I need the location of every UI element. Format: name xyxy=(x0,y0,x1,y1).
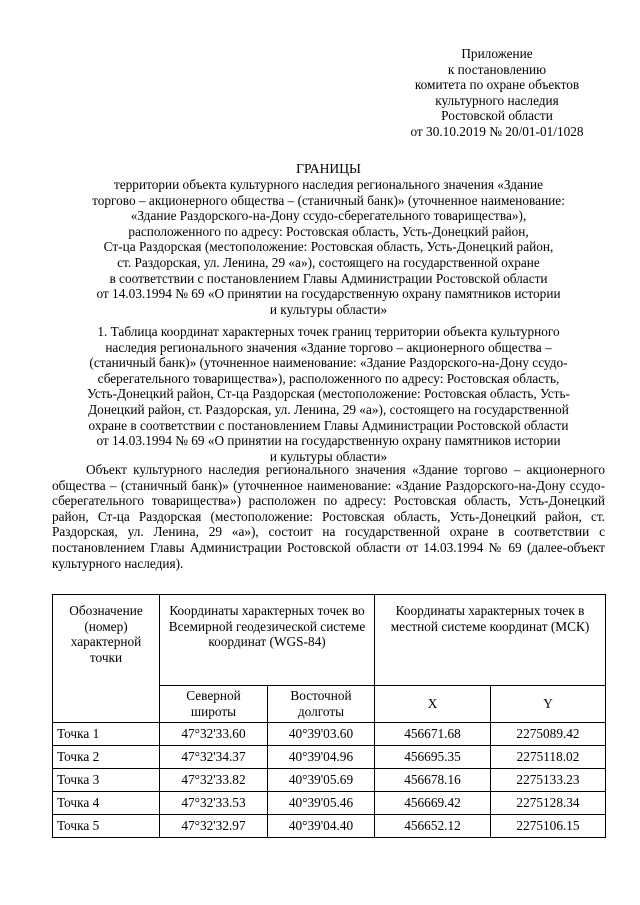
cell-longitude: 40°39'03.60 xyxy=(268,723,375,746)
cell-x: 456669.42 xyxy=(375,792,491,815)
intro-block xyxy=(52,177,605,317)
cell-x: 456671.68 xyxy=(375,723,491,746)
coordinates-table-wrapper xyxy=(52,594,605,838)
cell-longitude: 40°39'04.96 xyxy=(268,746,375,769)
section-line: сберегательного товарищества»), расположенного по адресу: Ростовская область, xyxy=(97,370,560,386)
table-row xyxy=(53,792,606,815)
section-line: Донецкий район, ст. Раздорская, ул. Ленина, 29 «а»), состоящего на государственной xyxy=(88,401,569,417)
section-line: охране в соответствии с постановлением Главы Администрации Ростовской области xyxy=(88,417,569,433)
intro-line: ст. Раздорская, ул. Ленина, 29 «а»), состоящего на государственной охране xyxy=(117,254,540,270)
section-line: 1. Таблица координат характерных точек границ территории объекта культурного xyxy=(97,324,560,339)
cell-x: 456652.12 xyxy=(375,815,491,838)
intro-line: от 14.03.1994 № 69 «О принятии на государственную охрану памятников истории xyxy=(96,286,561,302)
cell-x: 456695.35 xyxy=(375,746,491,769)
header-point: Обозначение (номер) характерной точки xyxy=(53,595,160,723)
section-heading xyxy=(52,324,605,464)
intro-line: торгово – акционерного общества – (станичный банк)» (уточненное наименование: xyxy=(92,192,565,208)
cell-y: 2275118.02 xyxy=(491,746,606,769)
table-header-row xyxy=(53,595,606,686)
header-wgs: Координаты характерных точек во Всемирной геодезической системе координат (WGS-84) xyxy=(160,595,375,686)
cell-latitude: 47°32'34.37 xyxy=(160,746,268,769)
header-line: Приложение xyxy=(461,46,533,61)
cell-point-name: Точка 1 xyxy=(53,723,160,746)
intro-line: Ст-ца Раздорская (местоположение: Ростовская область, Усть-Донецкий район, xyxy=(103,239,554,255)
cell-point-name: Точка 4 xyxy=(53,792,160,815)
header-line: культурного наследия xyxy=(435,92,559,108)
intro-line: расположенного по адресу: Ростовская область, Усть-Донецкий район, xyxy=(128,223,529,239)
cell-latitude: 47°32'33.60 xyxy=(160,723,268,746)
document-title: ГРАНИЦЫ xyxy=(296,161,361,176)
table-row xyxy=(53,815,606,838)
header-line: от 30.10.2019 № 20/01-01/1028 xyxy=(410,123,584,139)
cell-x: 456678.16 xyxy=(375,769,491,792)
header-y: Y xyxy=(491,686,606,723)
intro-line: территории объекта культурного наследия регионального значения «Здание xyxy=(113,177,544,192)
table-row xyxy=(53,746,606,769)
coordinates-table xyxy=(52,594,606,838)
cell-longitude: 40°39'05.69 xyxy=(268,769,375,792)
header-line: к постановлению xyxy=(447,61,547,77)
cell-point-name: Точка 5 xyxy=(53,815,160,838)
intro-line: «Здание Раздорского-на-Дону ссудо-сберегательного товарищества»), xyxy=(130,208,527,224)
cell-point-name: Точка 3 xyxy=(53,769,160,792)
table-row xyxy=(53,769,606,792)
intro-line: и культуры области» xyxy=(269,301,388,317)
intro-line: в соответствии с постановлением Главы Администрации Ростовской области xyxy=(109,270,548,286)
header-line: комитета по охране объектов xyxy=(414,77,580,93)
cell-latitude: 47°32'32.97 xyxy=(160,815,268,838)
header-east: Восточной долготы xyxy=(268,686,375,723)
cell-y: 2275128.34 xyxy=(491,792,606,815)
section-line: наследия регионального значения «Здание торгово – акционерного общества – xyxy=(105,339,552,355)
cell-longitude: 40°39'05.46 xyxy=(268,792,375,815)
section-line: и культуры области» xyxy=(269,448,388,464)
body-paragraph: Объект культурного наследия регионального значения «Здание торгово – акционерного общества – (станичный банк)» (уточненное наименование: «Здание Раздорского-на-Дону ссудо-сберегательного товарищества») расположен по адресу: Ростовская область, Усть-Донецкий район, Ст-ца Раздорская (местоположение: Ростовская область, Усть-Донецкий район, ст. Раздорская, ул. Ленина, 29 «а»), состоит на государственной охране в соответствии с постановлением Главы Администрации Ростовской области от 14.03.1994 № 69 (далее-объект культурного наследия). xyxy=(52,462,605,571)
cell-longitude: 40°39'04.40 xyxy=(268,815,375,838)
header-x: X xyxy=(375,686,491,723)
approval-header xyxy=(397,46,597,140)
header-msk: Координаты характерных точек в местной системе координат (МСК) xyxy=(375,595,606,686)
header-line: Ростовской области xyxy=(441,108,553,124)
cell-y: 2275089.42 xyxy=(491,723,606,746)
cell-latitude: 47°32'33.53 xyxy=(160,792,268,815)
cell-point-name: Точка 2 xyxy=(53,746,160,769)
section-line: от 14.03.1994 № 69 «О принятии на государственную охрану памятников истории xyxy=(96,433,561,449)
section-line: (станичный банк)» (уточненное наименование: «Здание Раздорского-на-Дону ссудо- xyxy=(89,355,568,371)
header-north: Северной широты xyxy=(160,686,268,723)
section-line: Усть-Донецкий район, Ст-ца Раздорская (местоположение: Ростовская область, Усть- xyxy=(87,386,570,402)
cell-latitude: 47°32'33.82 xyxy=(160,769,268,792)
cell-y: 2275106.15 xyxy=(491,815,606,838)
table-row xyxy=(53,723,606,746)
cell-y: 2275133.23 xyxy=(491,769,606,792)
